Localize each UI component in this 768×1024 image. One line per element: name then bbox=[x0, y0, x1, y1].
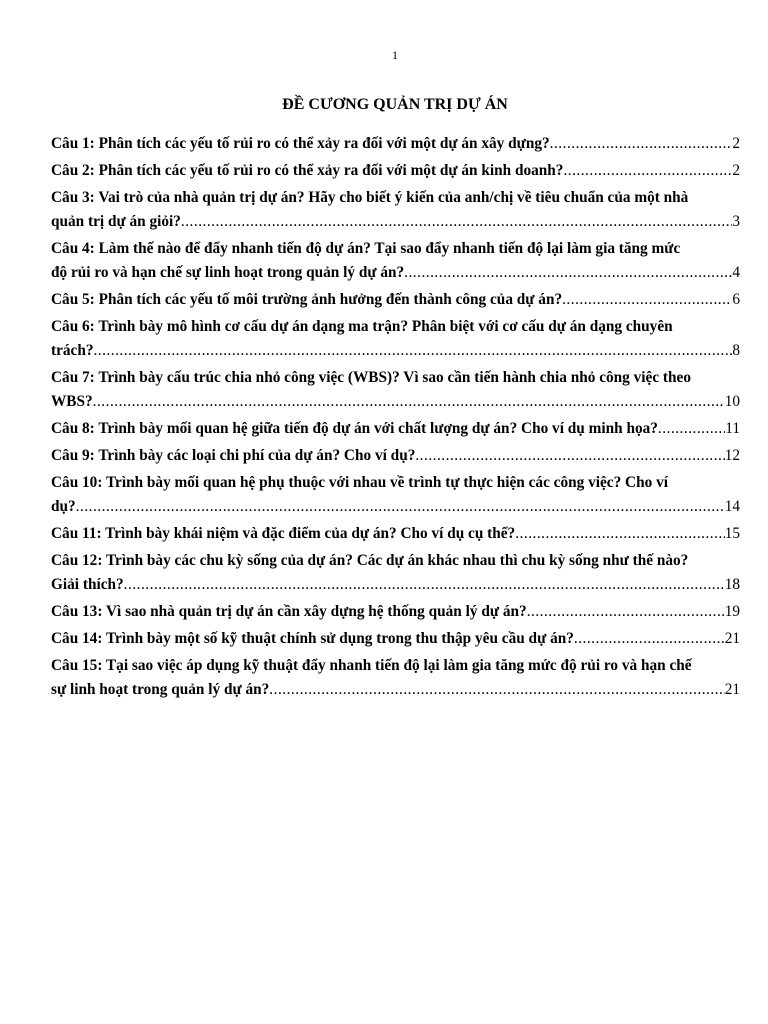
toc-page-number: 18 bbox=[724, 576, 740, 593]
toc-entry-text: WBS? bbox=[51, 393, 93, 410]
toc-entry[interactable] bbox=[51, 444, 740, 468]
toc-entry[interactable] bbox=[51, 417, 740, 441]
toc-entry[interactable] bbox=[51, 288, 740, 312]
toc-page-number: 12 bbox=[724, 447, 740, 464]
dot-leader bbox=[76, 495, 725, 519]
dot-leader bbox=[563, 159, 732, 183]
toc-entry-text: Câu 4: Làm thế nào để đẩy nhanh tiến độ dự án? Tại sao đẩy nhanh tiến độ lại làm gia tăng mức bbox=[51, 240, 681, 257]
dot-leader bbox=[515, 522, 724, 546]
toc-entry[interactable] bbox=[51, 522, 740, 546]
toc-page-number: 15 bbox=[724, 525, 740, 542]
toc-entry-text: quản trị dự án giỏi? bbox=[51, 213, 181, 230]
toc-entry-text: trách? bbox=[51, 342, 94, 359]
toc-entry-text: Câu 12: Trình bày các chu kỳ sống của dự án? Các dự án khác nhau thì chu kỳ sống như thế nào? bbox=[51, 552, 689, 569]
toc-entry-text: Câu 1: Phân tích các yếu tố rủi ro có thể xảy ra đối với một dự án xây dựng? bbox=[51, 135, 550, 152]
document-title: ĐỀ CƯƠNG QUẢN TRỊ DỰ ÁN bbox=[282, 96, 508, 113]
toc-entry-text: sự linh hoạt trong quản lý dự án? bbox=[51, 681, 270, 698]
toc-entry[interactable] bbox=[51, 132, 740, 156]
toc-entry-text: Câu 11: Trình bày khái niệm và đặc điểm của dự án? Cho ví dụ cụ thể? bbox=[51, 525, 516, 542]
dot-leader bbox=[658, 417, 725, 441]
toc-entry-text: Câu 6: Trình bày mô hình cơ cấu dự án dạng ma trận? Phân biệt với cơ cấu dự án dạng chuyên bbox=[51, 318, 673, 335]
toc-entry-text: Câu 15: Tại sao việc áp dụng kỹ thuật đẩy nhanh tiến độ lại làm gia tăng mức độ rủi ro và hạn chế bbox=[51, 657, 692, 674]
dot-leader bbox=[181, 210, 732, 234]
toc-page-number: 2 bbox=[732, 135, 740, 152]
page-number: 1 bbox=[392, 48, 398, 62]
dot-leader bbox=[562, 288, 732, 312]
toc-entry[interactable] bbox=[51, 366, 740, 414]
toc-entry[interactable] bbox=[51, 600, 740, 624]
toc-entry-text: Câu 7: Trình bày cấu trúc chia nhỏ công việc (WBS)? Vì sao cần tiến hành chia nhỏ công việc theo bbox=[51, 369, 691, 386]
dot-leader bbox=[574, 627, 725, 651]
dot-leader bbox=[269, 678, 724, 702]
toc-entry-text: Câu 13: Vì sao nhà quản trị dự án cần xây dựng hệ thống quản lý dự án? bbox=[51, 603, 527, 620]
toc-entry-text: Câu 3: Vai trò của nhà quản trị dự án? Hãy cho biết ý kiến của anh/chị về tiêu chuẩn của một nhà bbox=[51, 189, 689, 206]
toc-entry[interactable] bbox=[51, 549, 740, 597]
dot-leader bbox=[93, 390, 725, 414]
dot-leader bbox=[550, 132, 733, 156]
toc-page-number: 6 bbox=[732, 291, 740, 308]
toc-entry-text: Câu 5: Phân tích các yếu tố môi trường ảnh hưởng đến thành công của dự án? bbox=[51, 291, 563, 308]
toc-page-number: 4 bbox=[732, 264, 740, 281]
toc-entry[interactable] bbox=[51, 186, 740, 234]
table-of-contents bbox=[51, 132, 740, 705]
dot-leader bbox=[404, 261, 732, 285]
toc-page-number: 14 bbox=[724, 498, 740, 515]
toc-entry[interactable] bbox=[51, 654, 740, 702]
toc-page-number: 21 bbox=[724, 681, 740, 698]
dot-leader bbox=[527, 600, 725, 624]
toc-page-number: 21 bbox=[724, 630, 740, 647]
toc-page-number: 3 bbox=[732, 213, 740, 230]
toc-entry-text: Câu 9: Trình bày các loại chi phí của dự án? Cho ví dụ? bbox=[51, 447, 416, 464]
toc-entry-text: Câu 2: Phân tích các yếu tố rủi ro có thể xảy ra đối với một dự án kinh doanh? bbox=[51, 162, 564, 179]
toc-page-number: 2 bbox=[732, 162, 740, 179]
toc-page-number: 8 bbox=[732, 342, 740, 359]
toc-page-number: 19 bbox=[724, 603, 740, 620]
toc-entry-text: Câu 14: Trình bày một số kỹ thuật chính sử dụng trong thu thập yêu cầu dự án? bbox=[51, 630, 574, 647]
toc-entry-text: Câu 8: Trình bày mối quan hệ giữa tiến độ dự án với chất lượng dự án? Cho ví dụ minh họa? bbox=[51, 420, 658, 437]
toc-page-number: 11 bbox=[725, 420, 740, 437]
toc-entry[interactable] bbox=[51, 237, 740, 285]
toc-entry-text: Câu 10: Trình bày mối quan hệ phụ thuộc với nhau về trình tự thực hiện các công việc? Cho ví bbox=[51, 474, 668, 491]
dot-leader bbox=[415, 444, 724, 468]
toc-entry[interactable] bbox=[51, 471, 740, 519]
toc-page-number: 10 bbox=[724, 393, 740, 410]
dot-leader bbox=[124, 573, 725, 597]
toc-entry-text: dụ? bbox=[51, 498, 76, 515]
toc-entry[interactable] bbox=[51, 627, 740, 651]
toc-entry-text: Giải thích? bbox=[51, 576, 124, 593]
dot-leader bbox=[93, 339, 732, 363]
toc-entry[interactable] bbox=[51, 315, 740, 363]
toc-entry[interactable] bbox=[51, 159, 740, 183]
toc-entry-text: độ rủi ro và hạn chế sự linh hoạt trong quản lý dự án? bbox=[51, 264, 405, 281]
